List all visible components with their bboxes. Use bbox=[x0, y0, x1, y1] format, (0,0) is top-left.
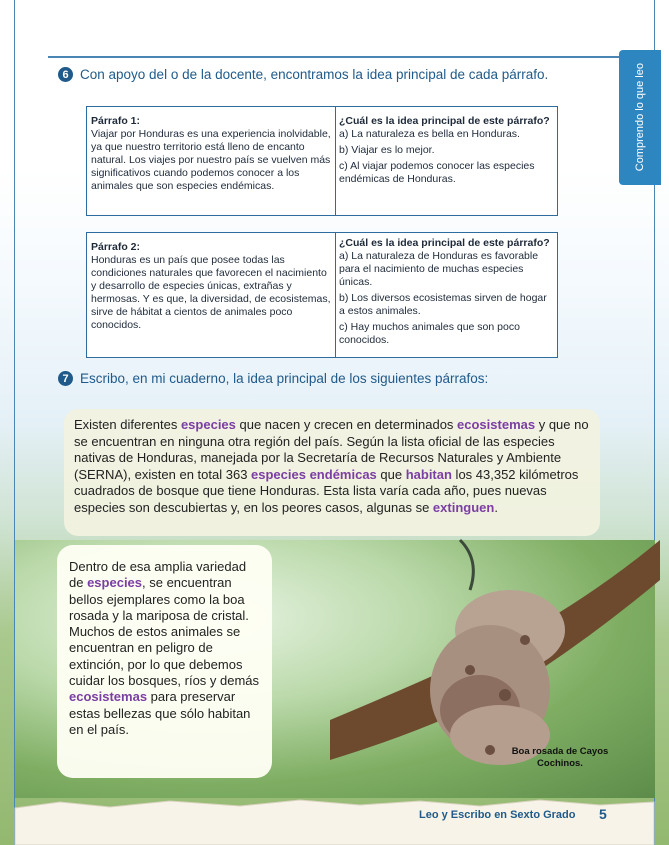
text-run: que nacen y crecen en determinados bbox=[235, 417, 458, 432]
keyword: habitan bbox=[405, 466, 452, 482]
question-1-cell bbox=[336, 107, 557, 215]
paragraph-1-title: Párrafo 1: bbox=[91, 115, 141, 127]
text-run: Dentro de esa amplia variedad de bbox=[69, 559, 247, 591]
footer-paper-edge bbox=[0, 798, 669, 845]
reading-paragraph-1 bbox=[64, 409, 600, 536]
paragraph-2-cell bbox=[87, 233, 336, 357]
keyword: especies bbox=[180, 417, 236, 432]
text-run: , se encuentran bellos ejemplares como la boa rosada y la mariposa de cristal. Muchos de estos animales se encuentran en peligro de extinción, por lo que debemos cuidar los bosques, ríos y demás bbox=[69, 575, 260, 689]
question-1-option-a: a) La naturaleza es bella en Honduras. bbox=[339, 128, 520, 140]
task-number-badge: 6 bbox=[58, 67, 73, 82]
text-run: Existen diferentes bbox=[74, 417, 181, 432]
task-7 bbox=[58, 371, 488, 386]
question-2-cell bbox=[336, 233, 557, 357]
paragraph-1-table bbox=[86, 106, 558, 216]
reading-paragraph-2 bbox=[57, 545, 272, 778]
task-number-badge: 7 bbox=[58, 371, 73, 386]
question-2-title: ¿Cuál es la idea principal de este párrafo? bbox=[339, 237, 550, 249]
question-2-option-c: c) Hay muchos animales que son poco conocidos. bbox=[339, 321, 520, 346]
section-tab-label: Comprendo lo que leo bbox=[634, 63, 646, 172]
keyword: extinguen bbox=[432, 499, 495, 515]
text-run: que bbox=[376, 466, 406, 482]
keyword: ecosistemas bbox=[69, 689, 148, 705]
question-1-option-b: b) Viajar es lo mejor. bbox=[339, 144, 435, 156]
question-2-option-a: a) La naturaleza de Honduras es favorable para el nacimiento de muchas especies únicas. bbox=[339, 250, 539, 288]
paragraph-2-text: Honduras es un país que posee todas las condiciones naturales que favorecen el nacimiento y desarrollo de especies únicas, extrañas y hermosas. Y es que, la diversidad, de ecosistemas, sirve de hábitat a cientos de animales poco conocidos. bbox=[91, 254, 331, 331]
question-2-option-b: b) Los diversos ecosistemas sirven de hogar a estos animales. bbox=[339, 292, 547, 317]
keyword: especies bbox=[87, 575, 143, 591]
task-6-instruction: Con apoyo del o de la docente, encontramos la idea principal de cada párrafo. bbox=[80, 67, 549, 82]
question-1-option-c: c) Al viajar podemos conocer las especies endémicas de Honduras. bbox=[339, 160, 535, 185]
keyword: especies endémicas bbox=[251, 466, 377, 482]
keyword: ecosistemas bbox=[457, 417, 536, 432]
page-number: 5 bbox=[599, 806, 607, 822]
text-run: para preservar estas bellezas que sólo habitan en el país. bbox=[69, 689, 251, 737]
paragraph-2-title: Párrafo 2: bbox=[91, 241, 141, 253]
task-6 bbox=[58, 67, 548, 82]
text-run: los 43,352 kilómetros cuadrados de bosque que tiene Honduras. Esta lista varía cada año, pues nuevas especies son descubiertas y, en los peores casos, algunas se bbox=[74, 466, 579, 515]
task-7-instruction: Escribo, en mi cuaderno, la idea principal de los siguientes párrafos: bbox=[80, 371, 489, 386]
text-run: . bbox=[494, 499, 498, 515]
footer-book-title: Leo y Escribo en Sexto Grado bbox=[419, 809, 576, 821]
section-tab bbox=[619, 50, 661, 185]
header-rule bbox=[48, 56, 623, 58]
paragraph-2-table bbox=[86, 232, 558, 358]
question-1-title: ¿Cuál es la idea principal de este párrafo? bbox=[339, 115, 550, 127]
paragraph-1-text: Viajar por Honduras es una experiencia inolvidable, ya que nuestro territorio está lleno de encanto natural. Los viajes por nuestro país se vuelven más significativos cuando podemos conocer a los animales que son especies endémicas. bbox=[91, 128, 331, 192]
text-run: y que no se encuentran en ninguna otra región del país. Según la lista oficial de las especies nativas de Honduras, manejada por la Secretaría de Recursos Naturales y Ambiente (SERNA), existen en total 363 bbox=[74, 417, 589, 482]
paragraph-1-cell bbox=[87, 107, 336, 215]
photo-caption: Boa rosada de Cayos Cochinos. bbox=[511, 746, 609, 769]
